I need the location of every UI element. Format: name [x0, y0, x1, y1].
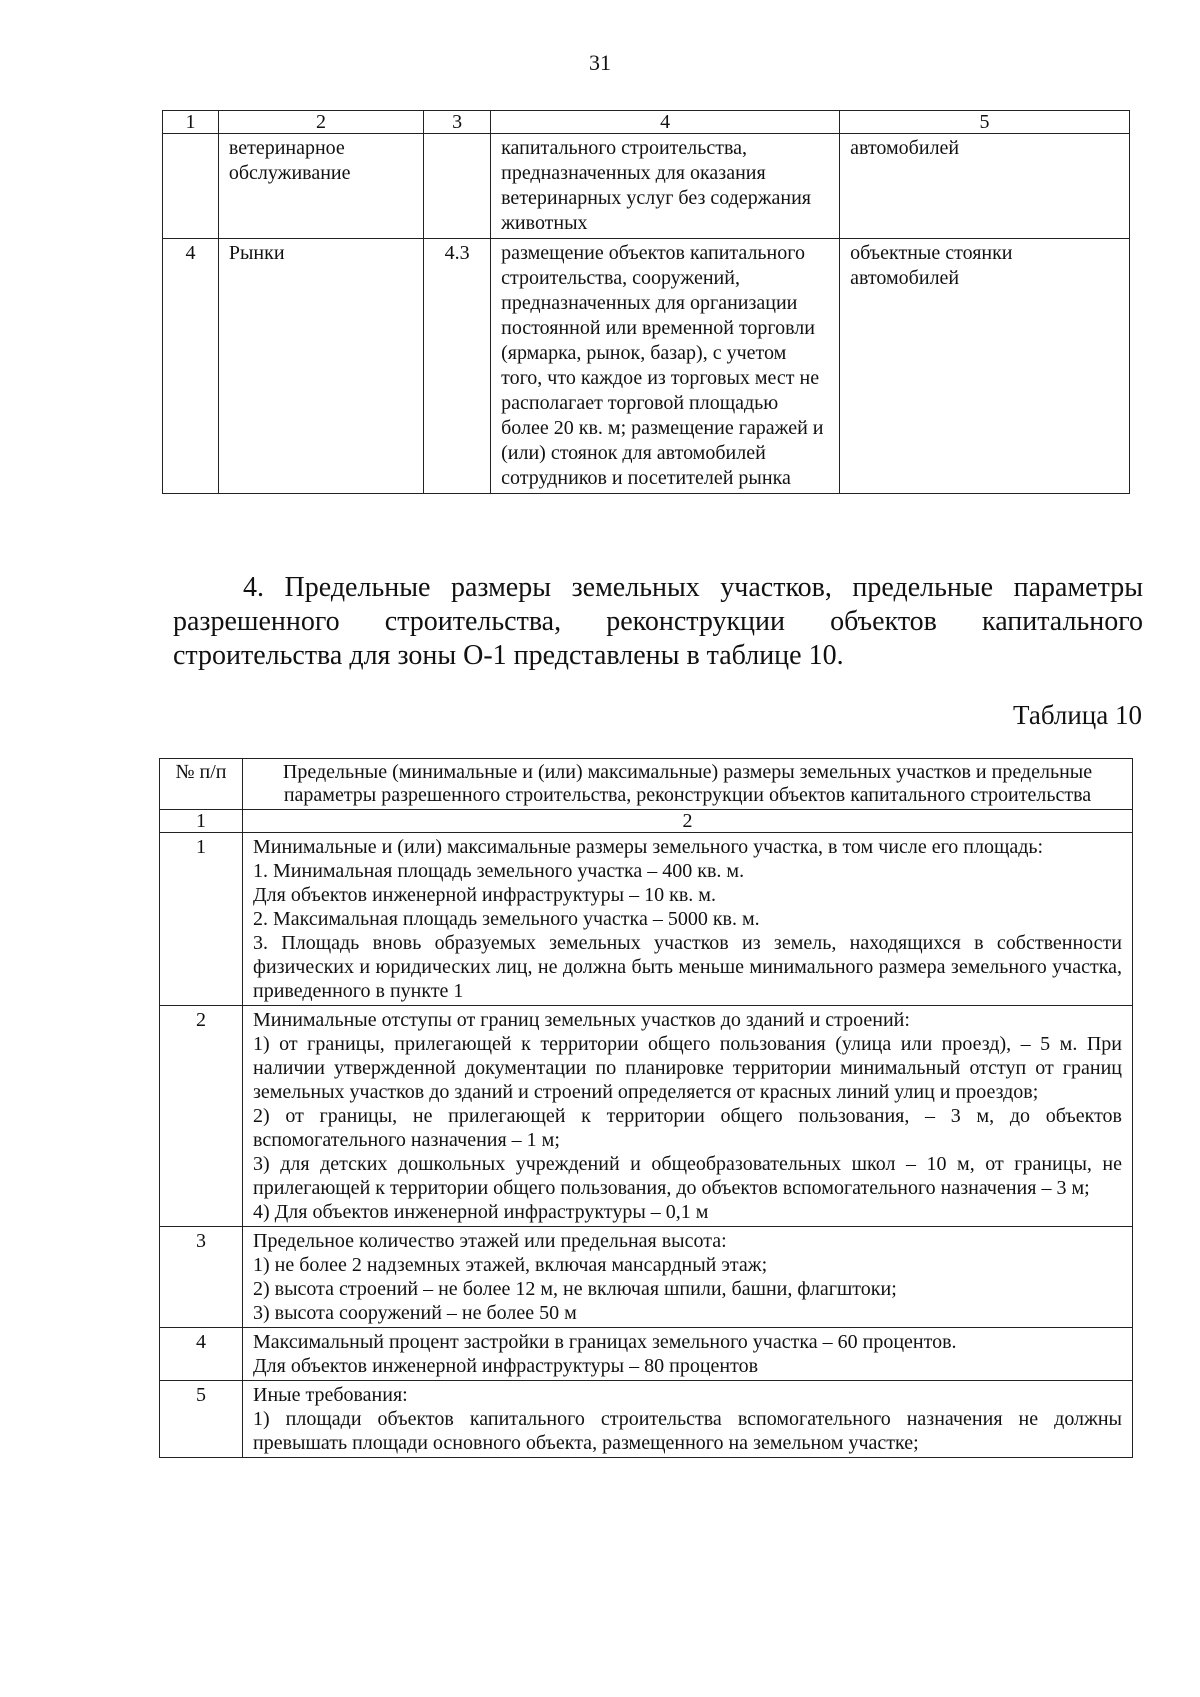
table-row: [160, 1227, 1133, 1328]
parking-requirement: автомобилей: [840, 134, 1130, 239]
content-line: 2) от границы, не прилегающей к территории общего пользования, – 3 м, до объектов вспомогательного назначения – 1 м;: [253, 1105, 1122, 1151]
parking-requirement: объектные стоянки автомобилей: [840, 239, 1130, 494]
table-row: [160, 833, 1133, 1006]
row-number: 3: [160, 1227, 243, 1328]
content-line: Иные требования:: [253, 1384, 408, 1406]
header-cell: 3: [424, 111, 491, 134]
content-line: 1) не более 2 надземных этажей, включая мансардный этаж;: [253, 1254, 768, 1276]
content-line: 3) для детских дошкольных учреждений и общеобразовательных школ – 10 м, от границы, не прилегающей к территории общего пользования, до объектов вспомогательного назначения – 3 м;: [253, 1153, 1122, 1199]
header-cell: 1: [163, 111, 219, 134]
row-content: [243, 1381, 1133, 1458]
use-type-code: [424, 134, 491, 239]
header-number-cell: № п/п: [160, 759, 243, 810]
row-content: [243, 1227, 1133, 1328]
row-number: 2: [160, 1006, 243, 1227]
section-paragraph: 4. Предельные размеры земельных участков, предельные параметры разрешенного строительства, реконструкции объектов капитального строительства для зоны О-1 представлены в таблице 10.: [173, 572, 1143, 671]
header-cell: 2: [218, 111, 423, 134]
header-title-cell: Предельные (минимальные и (или) максимальные) размеры земельных участков и предельные параметры разрешенного строительства, реконструкции объектов капитального строительства: [243, 759, 1133, 810]
content-line: 3. Площадь вновь образуемых земельных участков из земель, находящихся в собственности физических и юридических лиц, не должна быть меньше минимального размера земельного участка, приведенного в пункте 1: [253, 932, 1122, 1002]
table-header-row: [160, 759, 1133, 810]
content-line: 2. Максимальная площадь земельного участка – 5000 кв. м.: [253, 908, 760, 930]
page-number: 31: [589, 50, 611, 75]
content-line: Для объектов инженерной инфраструктуры – 10 кв. м.: [253, 884, 716, 906]
table-header-row: [163, 111, 1130, 134]
row-number: [163, 134, 219, 239]
column-number-row: [160, 810, 1133, 833]
row-number: 1: [160, 833, 243, 1006]
content-line: Максимальный процент застройки в границах земельного участка – 60 процентов.: [253, 1331, 957, 1353]
content-line: 2) высота строений – не более 12 м, не включая шпили, башни, флагштоки;: [253, 1278, 897, 1300]
land-use-table: [162, 110, 1130, 494]
table-caption: Таблица 10: [1013, 700, 1142, 730]
use-type-name: ветеринарное обслуживание: [218, 134, 423, 239]
header-cell: 4: [491, 111, 840, 134]
row-number: 4: [163, 239, 219, 494]
content-line: 4) Для объектов инженерной инфраструктуры – 0,1 м: [253, 1201, 709, 1223]
column-number: 2: [243, 810, 1133, 833]
table-row: [160, 1328, 1133, 1381]
use-type-name: Рынки: [218, 239, 423, 494]
row-number: 4: [160, 1328, 243, 1381]
column-number: 1: [160, 810, 243, 833]
content-line: 1) от границы, прилегающей к территории общего пользования (улица или проезд), – 5 м. При наличии утвержденной документации по планировке территории минимальный отступ от границ земельных участков до зданий и строений определяется от красных линий улиц и проездов;: [253, 1033, 1122, 1103]
content-line: Минимальные и (или) максимальные размеры земельного участка, в том числе его площадь:: [253, 836, 1044, 858]
content-line: Предельное количество этажей или предельная высота:: [253, 1230, 727, 1252]
content-line: 1. Минимальная площадь земельного участка – 400 кв. м.: [253, 860, 745, 882]
content-line: 3) высота сооружений – не более 50 м: [253, 1302, 577, 1324]
row-content: [243, 1328, 1133, 1381]
row-content: [243, 1006, 1133, 1227]
use-type-description: размещение объектов капитального строительства, сооружений, предназначенных для организации постоянной или временной торговли (ярмарка, рынок, базар), с учетом того, что каждое из торговых мест не располагает торговой площадью более 20 кв. м; размещение гаражей и (или) стоянок для автомобилей сотрудников и посетителей рынка: [491, 239, 840, 494]
use-type-code: 4.3: [424, 239, 491, 494]
content-line: Для объектов инженерной инфраструктуры – 80 процентов: [253, 1355, 759, 1377]
table-row: [160, 1381, 1133, 1458]
row-number: 5: [160, 1381, 243, 1458]
table-row: [163, 134, 1130, 239]
table-row: [163, 239, 1130, 494]
header-cell: 5: [840, 111, 1130, 134]
table-row: [160, 1006, 1133, 1227]
use-type-description: капитального строительства, предназначенных для оказания ветеринарных услуг без содержания животных: [491, 134, 840, 239]
parameters-table: [159, 758, 1133, 1458]
content-line: 1) площади объектов капитального строительства вспомогательного назначения не должны превышать площади основного объекта, размещенного на земельном участке;: [253, 1408, 1122, 1454]
row-content: [243, 833, 1133, 1006]
content-line: Минимальные отступы от границ земельных участков до зданий и строений:: [253, 1009, 910, 1031]
